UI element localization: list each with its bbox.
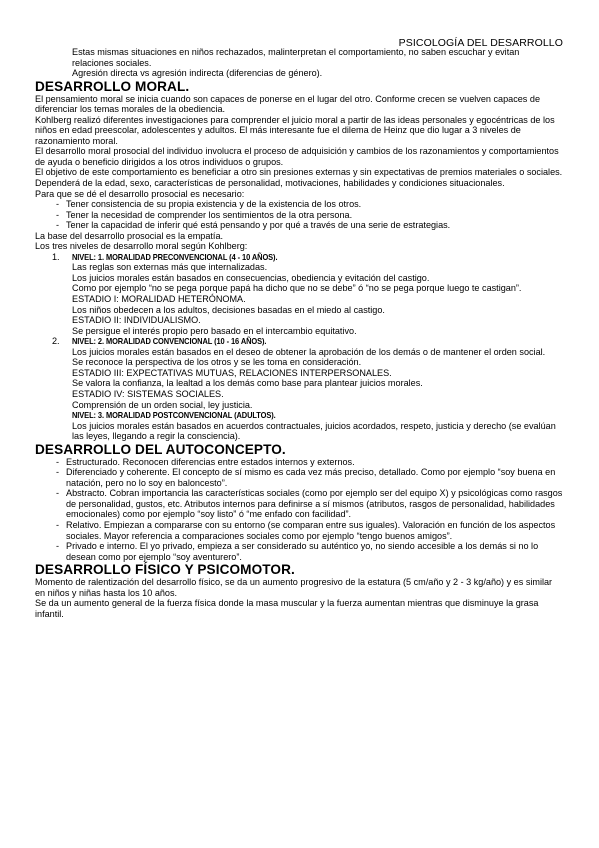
level-line: Los juicios morales están basados en consecuencias, obediencia y evitación del castigo. bbox=[72, 272, 430, 283]
level-title: NIVEL: 1. MORALIDAD PRECONVENCIONAL (4 - 10 AÑOS). bbox=[72, 251, 278, 262]
level-line: Los niños obedecen a los adultos, decisiones basadas en el miedo al castigo. bbox=[72, 304, 385, 315]
level-line: ESTADIO IV: SISTEMAS SOCIALES. bbox=[72, 388, 224, 399]
page-content bbox=[35, 47, 563, 619]
list-item: - Abstracto. Cobran importancia las características sociales (como por ejemplo ser del equipo X) y psicológicas como rasgos de personalidad, gustos, etc. Atributos internos para definirse a sí mismos (atributos, rasgos de personalidad, habilidades emocionales) como por ejemplo “soy listo” ó “me enfado con facilidad”. bbox=[56, 488, 563, 520]
level-line: Se persigue el interés propio pero basado en el intercambio equitativo. bbox=[72, 325, 357, 336]
intro-paragraph: Estas mismas situaciones en niños rechazados, malinterpretan el comportamiento, no saben escuchar y evitan relaciones sociales. bbox=[72, 47, 520, 68]
level-item bbox=[35, 410, 563, 442]
paragraph: Para que se dé el desarrollo prosocial es necesario: bbox=[35, 188, 245, 199]
heading-moral: DESARROLLO MORAL. bbox=[35, 78, 190, 94]
paragraph: El objetivo de este comportamiento es beneficiar a otro sin presiones externas y sin expectativas de premios materiales o sociales. bbox=[35, 167, 563, 178]
intro-paragraph: Agresión directa vs agresión indirecta (diferencias de género). bbox=[72, 68, 323, 79]
level-line: Como por ejemplo “no se pega porque papá ha dicho que no se debe” ó “no se pega porque luego te castigan”. bbox=[72, 283, 522, 294]
list-item: - Privado e interno. El yo privado, empieza a ser considerado su auténtico yo, no siendo accesible a los demás si no lo desean como por ejemplo “soy aventurero”. bbox=[56, 541, 563, 562]
level-line: ESTADIO I: MORALIDAD HETERÓNOMA. bbox=[72, 294, 246, 305]
level-line: Se valora la confianza, la lealtad a los demás como base para plantear juicios morales. bbox=[72, 378, 423, 389]
kohlberg-levels-list bbox=[35, 252, 563, 442]
list-item: - Tener la necesidad de comprender los sentimientos de la otra persona. bbox=[56, 210, 563, 221]
paragraph: La base del desarrollo prosocial es la empatía. bbox=[35, 230, 224, 241]
level-line: Los juicios morales están basados en el deseo de obtener la aprobación de los demás o de mantener el orden social. bbox=[72, 346, 546, 357]
level-title: NIVEL: 2. MORALIDAD CONVENCIONAL (10 - 16 AÑOS). bbox=[72, 336, 267, 347]
level-number: 2. bbox=[52, 336, 60, 347]
heading-autoconcepto: DESARROLLO DEL AUTOCONCEPTO. bbox=[35, 441, 286, 457]
list-item: - Relativo. Empiezan a compararse con su entorno (se comparan entre sus iguales). Valoración en función de los aspectos sociales. Mayor referencia a comparaciones sociales como por ejemplo “tengo buenos amigos”. bbox=[56, 520, 563, 541]
list-item: - Tener la capacidad de inferir qué está pensando y por qué a través de una serie de estrategias. bbox=[56, 220, 563, 231]
level-item bbox=[35, 336, 563, 410]
list-item: - Estructurado. Reconocen diferencias entre estados internos y externos. bbox=[56, 457, 563, 468]
level-line: ESTADIO III: EXPECTATIVAS MUTUAS, RELACIONES INTERPERSONALES. bbox=[72, 367, 392, 378]
paragraph: Momento de ralentización del desarrollo físico, se da un aumento progresivo de la estatura (5 cm/año y 2 - 3 kg/año) y es similar en niños y niñas hasta los 10 años. bbox=[35, 577, 553, 598]
paragraph: Se da un aumento general de la fuerza física donde la masa muscular y la fuerza aumentan mientras que disminuye la grasa infantil. bbox=[35, 598, 539, 619]
list-item: - Tener consistencia de su propia existencia y de la existencia de los otros. bbox=[56, 199, 563, 210]
heading-fisico: DESARROLLO FÍSICO Y PSICOMOTOR. bbox=[35, 562, 295, 578]
level-line: Comprensión de un orden social, ley justicia. bbox=[72, 399, 253, 410]
paragraph: El desarrollo moral prosocial del individuo involucra el proceso de adquisición y cambios de los razonamientos y comportamientos de ayuda o beneficio dirigidos a los otros individuos o grupos. bbox=[35, 146, 559, 167]
level-line: Los juicios morales están basados en acuerdos contractuales, juicios acordados, respeto, justicia y derecho (se evalúan las leyes, llegando a regir la consciencia). bbox=[72, 420, 556, 442]
paragraph: Los tres niveles de desarrollo moral según Kohlberg: bbox=[35, 241, 248, 252]
level-title: NIVEL: 3. MORALIDAD POSTCONVENCIONAL (ADULTOS). bbox=[72, 410, 276, 421]
level-line: ESTADIO II: INDIVIDUALISMO. bbox=[72, 315, 201, 326]
paragraph: Dependerá de la edad, sexo, características de personalidad, motivaciones, habilidades y condiciones situacionales. bbox=[35, 178, 505, 189]
level-line: Se reconoce la perspectiva de los otros y se les toma en consideración. bbox=[72, 357, 362, 368]
autoconcepto-list bbox=[35, 457, 563, 562]
level-number: 1. bbox=[52, 251, 60, 262]
level-item bbox=[35, 252, 563, 336]
requirements-list bbox=[35, 199, 563, 231]
list-item: - Diferenciado y coherente. El concepto de sí mismo es cada vez más preciso, detallado. Como por ejemplo “soy buena en natación, pero no lo soy en baloncesto”. bbox=[56, 467, 563, 488]
paragraph: El pensamiento moral se inicia cuando son capaces de ponerse en el lugar del otro. Conforme crecen se vuelven capaces de diferenciar los temas morales de la obediencia. bbox=[35, 93, 541, 115]
paragraph: Kohlberg realizó diferentes investigaciones para comprender el juicio moral a partir de las ideas personales y egocéntricas de los niños en edad preescolar, adolescentes y adultos. El más interesante fue el dilema de Heinz que dio lugar a 3 niveles de razonamiento moral. bbox=[35, 114, 555, 146]
level-line: Las reglas son externas más que internalizadas. bbox=[72, 262, 268, 273]
running-header: PSICOLOGÍA DEL DESARROLLO bbox=[398, 37, 563, 49]
